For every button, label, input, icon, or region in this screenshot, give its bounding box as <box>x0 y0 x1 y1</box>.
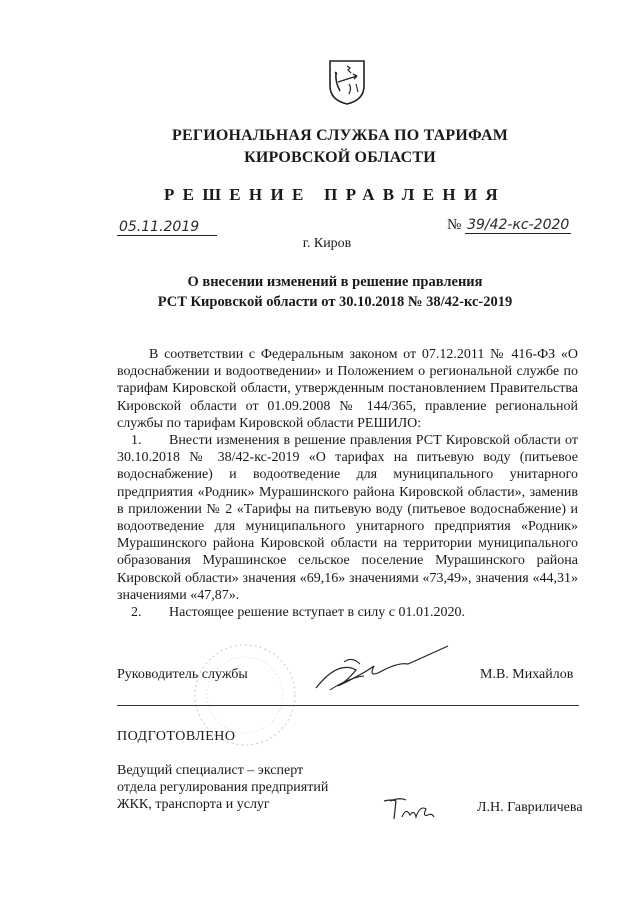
signatory-name: М.В. Михайлов <box>480 667 574 682</box>
organization-name <box>0 125 640 169</box>
subject-line-1: О внесении изменений в решение правления <box>187 274 483 290</box>
document-type: РЕШЕНИЕ ПРАВЛЕНИЯ <box>164 185 506 204</box>
preparer-position-line-3: ЖКК, транспорта и услуг <box>117 797 270 812</box>
item-2 <box>117 604 578 621</box>
preamble-paragraph: В соответствии с Федеральным законом от 07.12.2011 № 416-ФЗ «О водоснабжении и водоотведении» и Положением о региональной службе по тарифам Кировской области, утвержденным постановлением Правительства Кировской области от 01.09.2008 № 144/365, правление региональной службы по тарифам Кировской области РЕШИЛО: <box>117 347 578 431</box>
item-2-text: Настоящее решение вступает в силу с 01.01.2020. <box>169 605 465 621</box>
subject-line-2: РСТ Кировской области от 30.10.2018 № 38/42-кс-2019 <box>157 294 513 310</box>
preparer-position <box>117 762 328 813</box>
signature-handwritten <box>308 640 458 700</box>
number-value: 39/42-кс-2020 <box>467 217 570 233</box>
document-number <box>447 217 571 234</box>
separator-line <box>117 705 579 706</box>
city: г. Киров <box>302 236 352 251</box>
item-1-number: 1. <box>131 433 142 449</box>
item-1 <box>117 432 578 604</box>
preparer-position-line-2: отдела регулирования предприятий <box>117 780 329 795</box>
item-2-number: 2. <box>131 605 142 621</box>
preparer-position-line-1: Ведущий специалист – эксперт <box>117 763 304 778</box>
org-line-1: РЕГИОНАЛЬНАЯ СЛУЖБА ПО ТАРИФАМ <box>171 127 509 144</box>
document-body <box>117 346 578 621</box>
signatory-position: Руководитель службы <box>117 667 248 682</box>
document-subject <box>0 272 640 312</box>
preparer-name: Л.Н. Гавриличева <box>477 800 583 815</box>
number-sign: № <box>447 217 462 233</box>
prepared-label: ПОДГОТОВЛЕНО <box>117 729 236 744</box>
document-date: 05.11.2019 <box>117 219 217 236</box>
item-1-text: Внести изменения в решение правления РСТ Кировской области от 30.10.2018 № 38/42-кс-2019 «О тарифах на питьевую воду (питьевое водоснабжение) и водоотведение для муниципального унитарного предприятия «Родник» Мурашинского района Кировской области», заменив в приложении № 2 «Тарифы на питьевую воду (питьевое водоснабжение) и водоотведение для муниципального унитарного предприятия «Родник» Мурашинского района Кировской области на территории муниципального образования Мурашинское сельское поселение Мурашинского района Кировской области» значения «69,16» значениями «73,49», значения «44,31» значениями «47,87». <box>117 433 578 603</box>
preparer-signature <box>380 795 440 823</box>
org-line-2: КИРОВСКОЙ ОБЛАСТИ <box>244 149 436 166</box>
coat-of-arms-emblem <box>327 58 367 106</box>
